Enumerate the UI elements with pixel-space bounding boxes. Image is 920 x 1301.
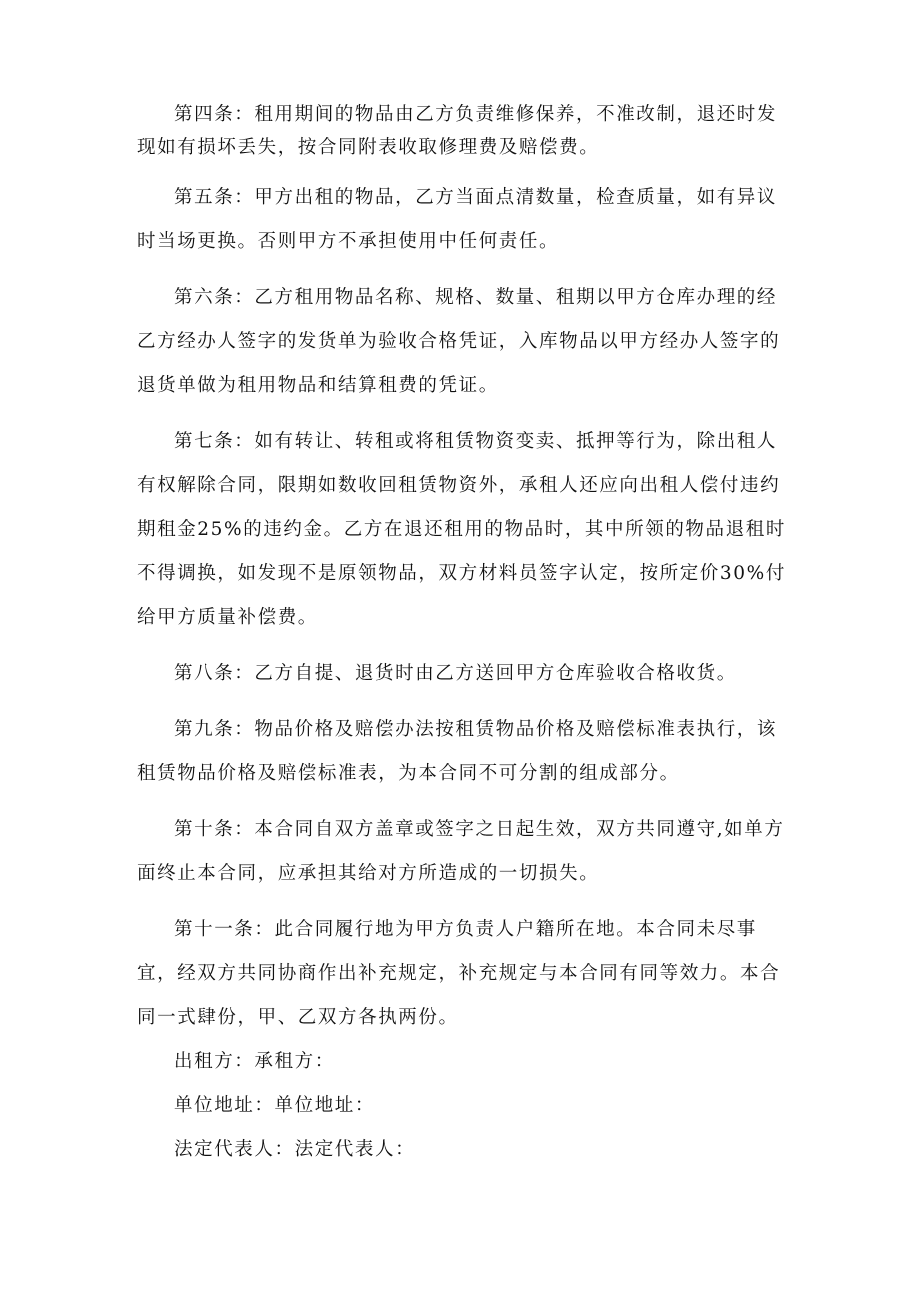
clause-8: 第八条：乙方自提、退货时由乙方送回甲方仓库验收合格收货。: [174, 663, 737, 684]
clause-6: 第六条：乙方租用物品名称、规格、数量、租期以甲方仓库办理的经乙方经办人签字的发货单为验收合格凭证，入库物品以甲方经办人签字的退货单做为租用物品和结算租费的凭证。: [137, 287, 781, 396]
signature-party-line: 出租方：承租方：: [174, 1051, 335, 1072]
clause-10: 第十条：本合同自双方盖章或签字之日起生效，双方共同遵守,如单方面终止本合同，应承担其给对方所造成的一切损失。: [137, 819, 785, 884]
clause-11: 第十一条：此合同履行地为甲方负责人户籍所在地。本合同未尽事宜，经双方共同协商作出补充规定，补充规定与本合同有同等效力。本合同一式肆份，甲、乙双方各执两份。: [137, 919, 781, 1028]
signature-representative-line: 法定代表人：法定代表人：: [174, 1139, 416, 1160]
contract-body: [137, 98, 797, 1172]
clause-5: 第五条：甲方出租的物品，乙方当面点清数量，检查质量，如有异议时当场更换。否则甲方不承担使用中任何责任。: [137, 187, 778, 252]
clause-7: 第七条：如有转让、转租或将租赁物资变卖、抵押等行为，除出租人有权解除合同，限期如数收回租赁物资外，承租人还应向出租人偿付违约期租金25%的违约金。乙方在退还租用的物品时，其中所领的物品退租时不得调换，如发现不是原领物品，双方材料员签字认定，按所定价30%付给甲方质量补偿费。: [137, 431, 786, 628]
signature-address-line: 单位地址：单位地址：: [174, 1095, 376, 1116]
clause-4: 第四条：租用期间的物品由乙方负责维修保养，不准改制，退还时发现如有损坏丢失，按合同附表收取修理费及赔偿费。: [137, 104, 778, 158]
clause-9: 第九条：物品价格及赔偿办法按租赁物品价格及赔偿标准表执行，该租赁物品价格及赔偿标准表，为本合同不可分割的组成部分。: [137, 719, 778, 784]
